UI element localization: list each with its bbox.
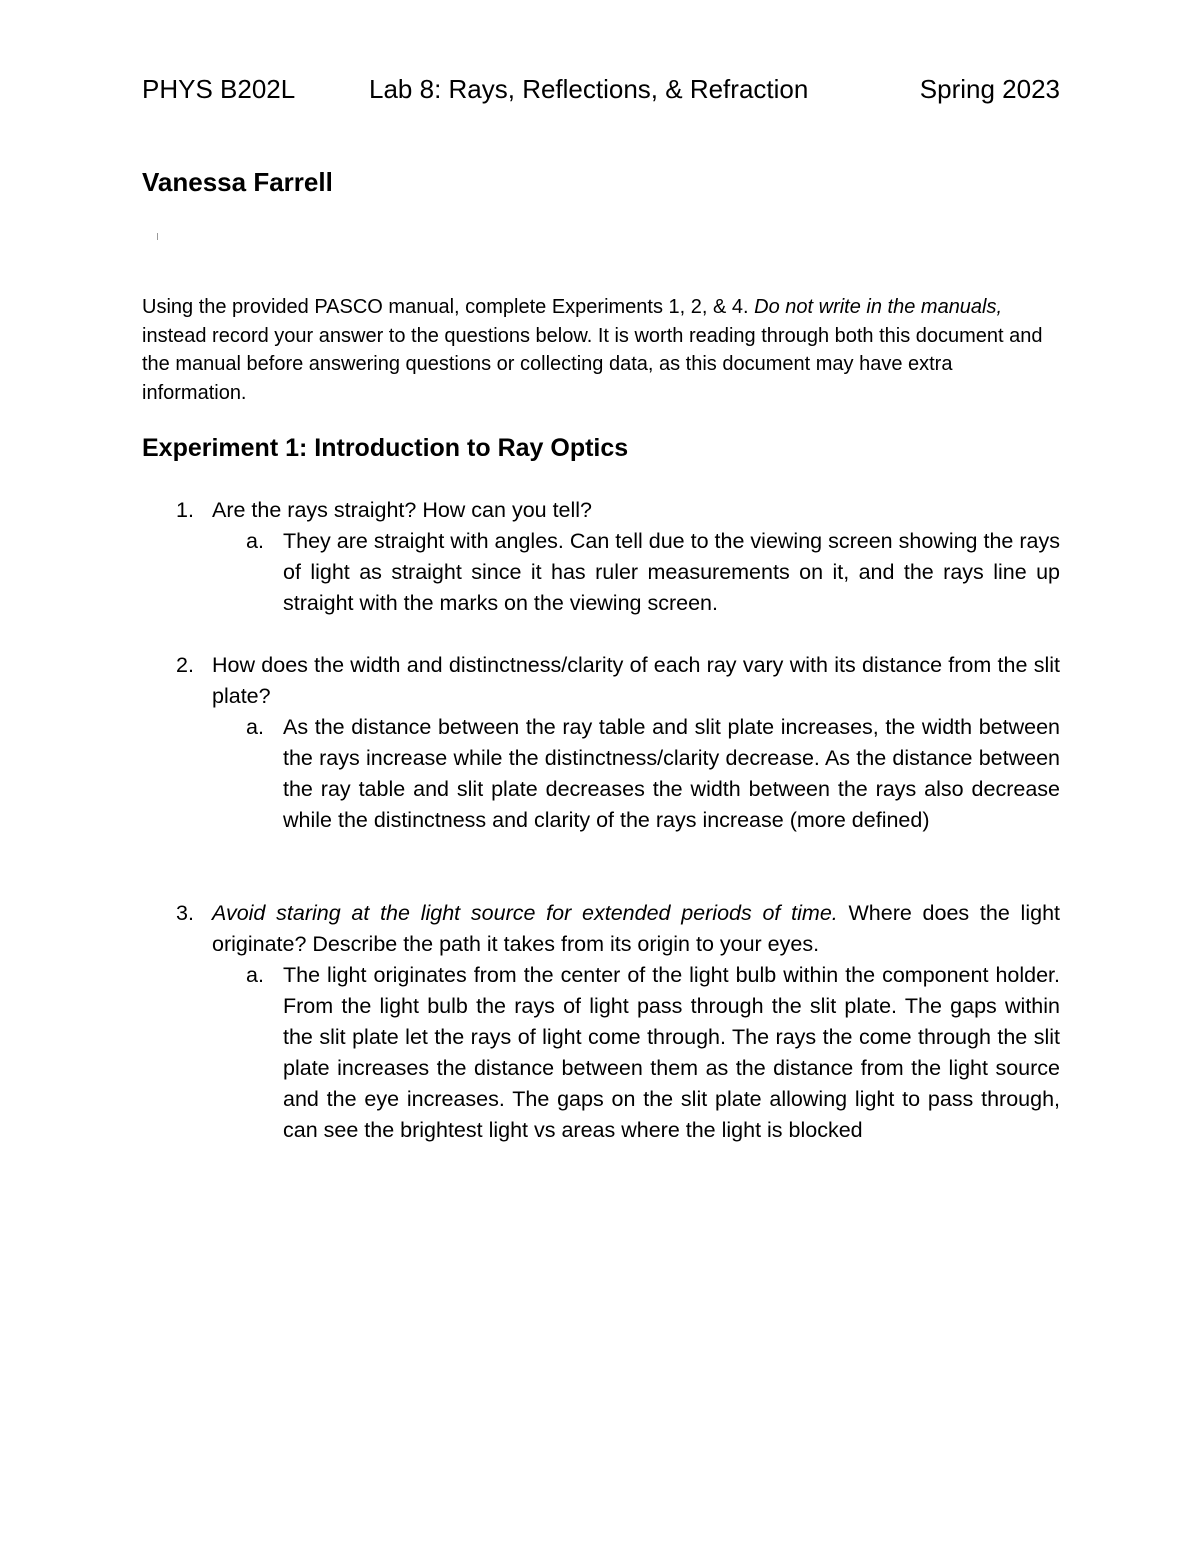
answer-letter: a. [246,529,264,553]
question-body: Where does the light originate? Describe the path it takes from its origin to your eyes. [212,901,1060,956]
answer-text [142,712,1060,836]
question-3 [142,898,1060,1146]
page-header [142,72,1060,106]
question-1 [142,495,1060,619]
question-text [142,650,1060,712]
question-number: 3. [176,901,194,925]
intro-text-2: instead record your answer to the questions below. It is worth reading through both this document and the manual before answering questions or collecting data, as this document may have extra information. [142,324,1043,404]
intro-italic: Do not write in the manuals, [754,296,1003,318]
term: Spring 2023 [919,74,1060,104]
lab-title: Lab 8: Rays, Reflections, & Refraction [369,74,809,104]
question-body: How does the width and distinctness/clarity of each ray vary with its distance from the slit plate? [212,653,1060,708]
question-warning: Avoid staring at the light source for extended periods of time. [212,901,838,925]
question-number: 2. [176,653,194,677]
intro-text-1: Using the provided PASCO manual, complete Experiments 1, 2, & 4. [142,296,755,318]
answer-text [142,960,1060,1146]
answer-letter: a. [246,963,264,987]
answer-text [142,526,1060,619]
answer-body: As the distance between the ray table and slit plate increases, the width between the rays increase while the distinctness/clarity decrease. As the distance between the ray table and slit plate decreases the width between the rays also decrease while the distinctness and clarity of the rays increase (more defined) [283,715,1060,832]
answer-body: The light originates from the center of the light bulb within the component holder. From the light bulb the rays of light pass through the slit plate. The gaps within the slit plate let the rays of light come through. The rays the come through the slit plate increases the distance between them as the distance from the light source and the eye increases. The gaps on the slit plate allowing light to pass through, can see the brightest light vs areas where the light is blocked [283,963,1060,1142]
intro-paragraph [142,293,1060,407]
answer-body: They are straight with angles. Can tell due to the viewing screen showing the rays of light as straight since it has ruler measurements on it, and the rays line up straight with the marks on the viewing screen. [283,529,1060,615]
question-2 [142,650,1060,836]
question-text [142,898,1060,960]
student-name: Vanessa Farrell [142,167,333,197]
stray-mark [157,233,158,240]
question-number: 1. [176,498,194,522]
answer-letter: a. [246,715,264,739]
experiment-1-heading: Experiment 1: Introduction to Ray Optics [142,434,629,462]
course-code: PHYS B202L [142,74,296,104]
question-body: Are the rays straight? How can you tell? [212,498,593,522]
question-text [142,495,1060,526]
